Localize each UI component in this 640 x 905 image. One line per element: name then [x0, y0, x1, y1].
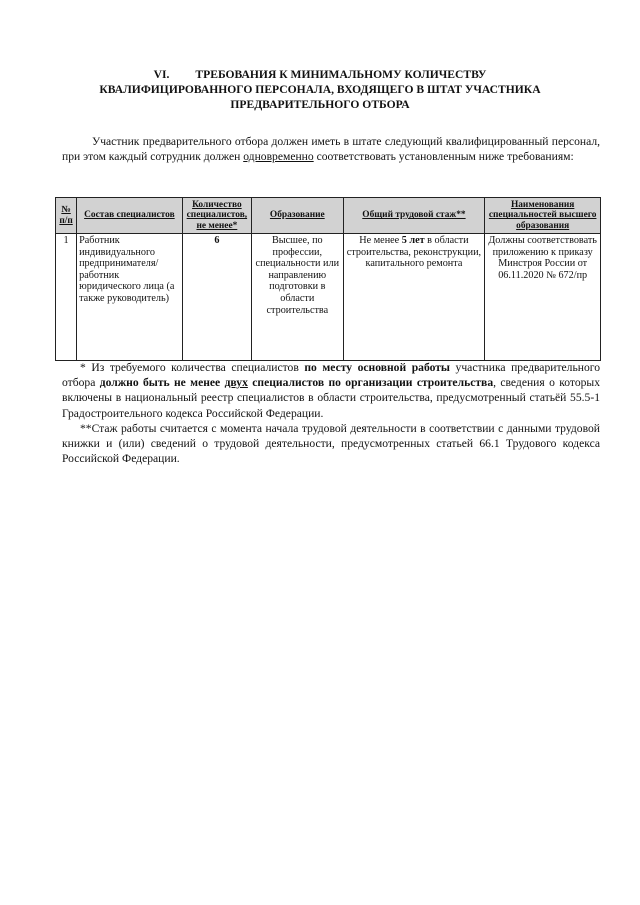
cell-experience [343, 234, 485, 361]
experience-suffix: в области строительства, реконструкции, капитального ремонта [346, 235, 482, 270]
table-header-row [56, 198, 601, 234]
experience-prefix: Не менее [359, 235, 402, 246]
footnote-1-text-a: Из требуемого количества специалистов [85, 361, 305, 374]
header-quantity: Количество специалистов, не менее* [182, 198, 251, 234]
cell-quantity: 6 [182, 234, 251, 361]
cell-composition: Работник индивидуального предпринимателя/ работник юридического лица (а также руководитель) [77, 234, 183, 361]
cell-num: 1 [56, 234, 77, 361]
header-num: № п/п [56, 198, 77, 234]
intro-paragraph [62, 134, 600, 165]
intro-underlined-word: одновременно [243, 150, 314, 164]
section-title-line-1: ТРЕБОВАНИЯ К МИНИМАЛЬНОМУ КОЛИЧЕСТВУ [195, 68, 487, 81]
section-number: VI. [153, 68, 170, 81]
footnote-2: **Стаж работы считается с момента начала трудовой деятельности в соответствии с данными трудовой книжки и (или) сведений о трудовой деятельности, предусмотренных статьей 66.1 Трудового кодекса Российской Федерации. [62, 421, 600, 466]
footnote-1-bold-d: должно быть не менее [99, 376, 225, 390]
section-heading [60, 67, 580, 112]
table-row [56, 234, 601, 361]
footnotes [62, 360, 600, 466]
footnote-1-marker: * [80, 361, 86, 374]
intro-text-1: Участник предварительного отбора должен иметь в штате следующий квалифицированный персонал, при этом каждый сотрудник должен [62, 135, 600, 164]
footnote-1-text-c: участника предварительного отбора [62, 361, 601, 390]
footnote-1-text-g: , сведения о которых включены в национальный реестр специалистов в области строительства, предусмотренный статьёй 55.5-1 Градостроительного кодекса Российской Федерации. [62, 376, 601, 420]
footnote-1-bold-f: специалистов по организации строительства [247, 376, 494, 390]
footnote-1-bold-underlined: двух [224, 376, 248, 390]
cell-education: Высшее, по профессии, специальности или направлению подготовки в области строительства [252, 234, 344, 361]
header-composition: Состав специалистов [77, 198, 183, 234]
section-title-line-2: КВАЛИФИЦИРОВАННОГО ПЕРСОНАЛА, ВХОДЯЩЕГО В ШТАТ УЧАСТНИКА [99, 83, 541, 96]
experience-years: 5 лет [401, 235, 425, 246]
header-experience: Общий трудовой стаж** [343, 198, 485, 234]
footnote-1 [62, 360, 600, 421]
section-title-line-3: ПРЕДВАРИТЕЛЬНОГО ОТБОРА [230, 98, 410, 111]
intro-text-2: соответствовать установленным ниже требованиям: [313, 150, 574, 164]
footnote-1-bold-b: по месту основной работы [304, 361, 450, 374]
requirements-table [55, 197, 601, 361]
header-degree-names: Наименования специальностей высшего образования [485, 198, 601, 234]
cell-degree-names: Должны соответствовать приложению к приказу Минстроя России от 06.11.2020 № 672/пр [485, 234, 601, 361]
header-education: Образование [252, 198, 344, 234]
